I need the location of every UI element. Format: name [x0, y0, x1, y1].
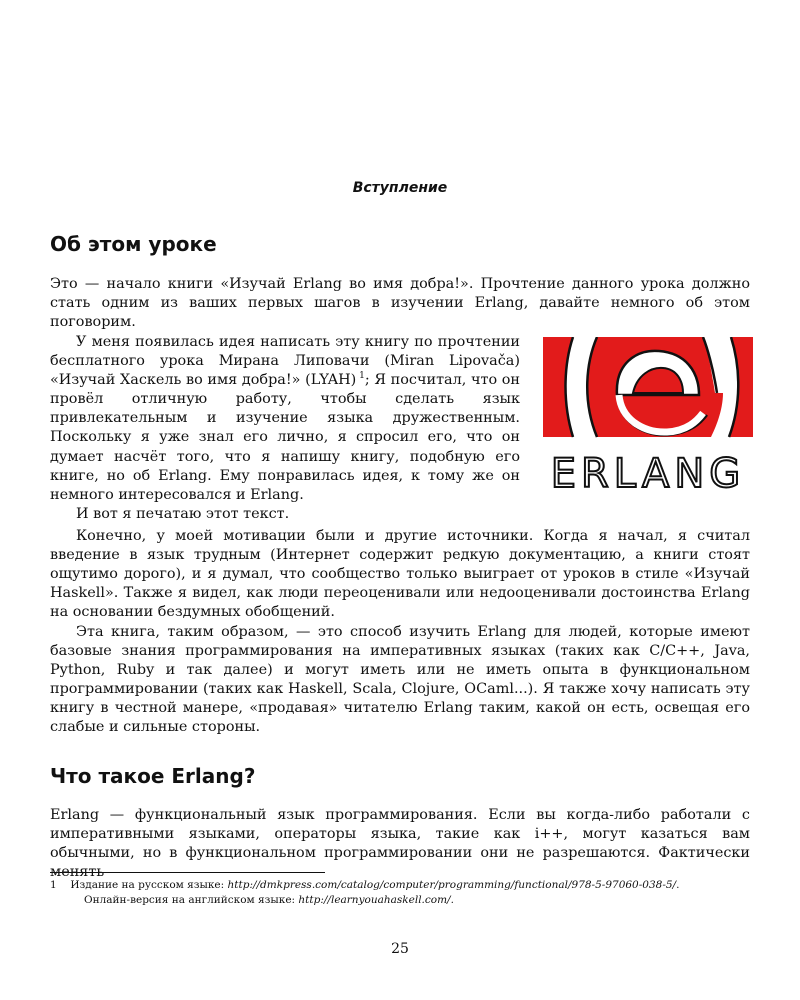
- footnote-text-en: Онлайн-версия на английском языке:: [84, 893, 299, 906]
- paragraph-what-is-erlang: Erlang — функциональный язык программирования. Если вы когда-либо работали с императивными языками, операторы языка, такие как i++, могут казаться вам обычными, но в функциональном программировании они не разрешаются. Фактически менять: [50, 807, 750, 881]
- footnote-link-lyah[interactable]: http://learnyouahaskell.com/: [298, 893, 451, 906]
- footnote-link-dmkpress[interactable]: http://dmkpress.com/catalog/computer/programming/functional/978-5-97060-038-5/: [227, 879, 677, 891]
- footnote-line-1: [50, 878, 760, 893]
- paragraph-idea: [50, 333, 520, 505]
- footnote-period-2: .: [450, 893, 454, 906]
- paragraph-motivation: Конечно, у моей мотивации были и другие источники. Когда я начал, я считал введение в язык трудным (Интернет содержит редкую документацию, а книги стоят ощутимо дорого), и я думал, что сообщество только выиграет от уроков в стиле «Изучай Haskell». Также я видел, как люди переоценивали или недооценивали достоинства Erlang на основании бездумных обобщений.: [50, 528, 750, 621]
- footnote-divider: [50, 872, 325, 873]
- footnote-text-ru: Издание на русском языке:: [70, 879, 228, 891]
- erlang-logo: [543, 337, 753, 499]
- paragraph-intro: Это — начало книги «Изучай Erlang во имя добра!». Прочтение данного урока должно стать одним из ваших первых шагов в изучении Erlang, давайте немного об этом поговорим.: [50, 276, 750, 331]
- footnote-ref[interactable]: 1: [359, 371, 365, 382]
- section-heading-about: Об этом уроке: [50, 232, 217, 256]
- paragraph-audience: Эта книга, таким образом, — это способ изучить Erlang для людей, которые имеют базовые знания программирования на императивных языках (таких как C/C++, Java, Python, Ruby и так далее) и могут иметь или не иметь опыта в функциональном программировании (таких как Haskell, Scala, Clojure, OCaml...). Я также хочу написать эту книгу в честной манере, «продавая» читателю Erlang таким, какой он есть, освещая его слабые и сильные стороны.: [50, 624, 750, 736]
- footnote-line-2: [50, 893, 760, 908]
- section-heading-what-is-erlang: Что такое Erlang?: [50, 764, 256, 788]
- chapter-title: Вступление: [352, 180, 448, 196]
- paragraph-printing: И вот я печатаю этот текст.: [76, 506, 290, 522]
- erlang-logo-icon: [543, 337, 753, 499]
- footnote-period-1: .: [676, 879, 680, 891]
- paragraph-idea-text-cont: ; Я посчитал, что он провёл отличную работу, чтобы сделать язык привлекательным и изучение языка дружественным. Поскольку я уже знал его лично, я спросил его, что он думает насчёт того, что я напишу книгу, подобную его книге, но об Erlang. Ему понравилась идея, к тому же он немного интересовался и Erlang.: [50, 372, 520, 503]
- footnote-number: 1: [50, 879, 57, 891]
- paragraph-idea-text: У меня появилась идея написать эту книгу по прочтении бесплатного урока Мирана Липовачи (Miran Lipovača) «Изучай Хаскель во имя добра!» (LYAH): [50, 334, 520, 389]
- page-number: 25: [391, 941, 409, 957]
- erlang-logo-text: ERLANG: [550, 451, 746, 497]
- footnote: [50, 878, 760, 907]
